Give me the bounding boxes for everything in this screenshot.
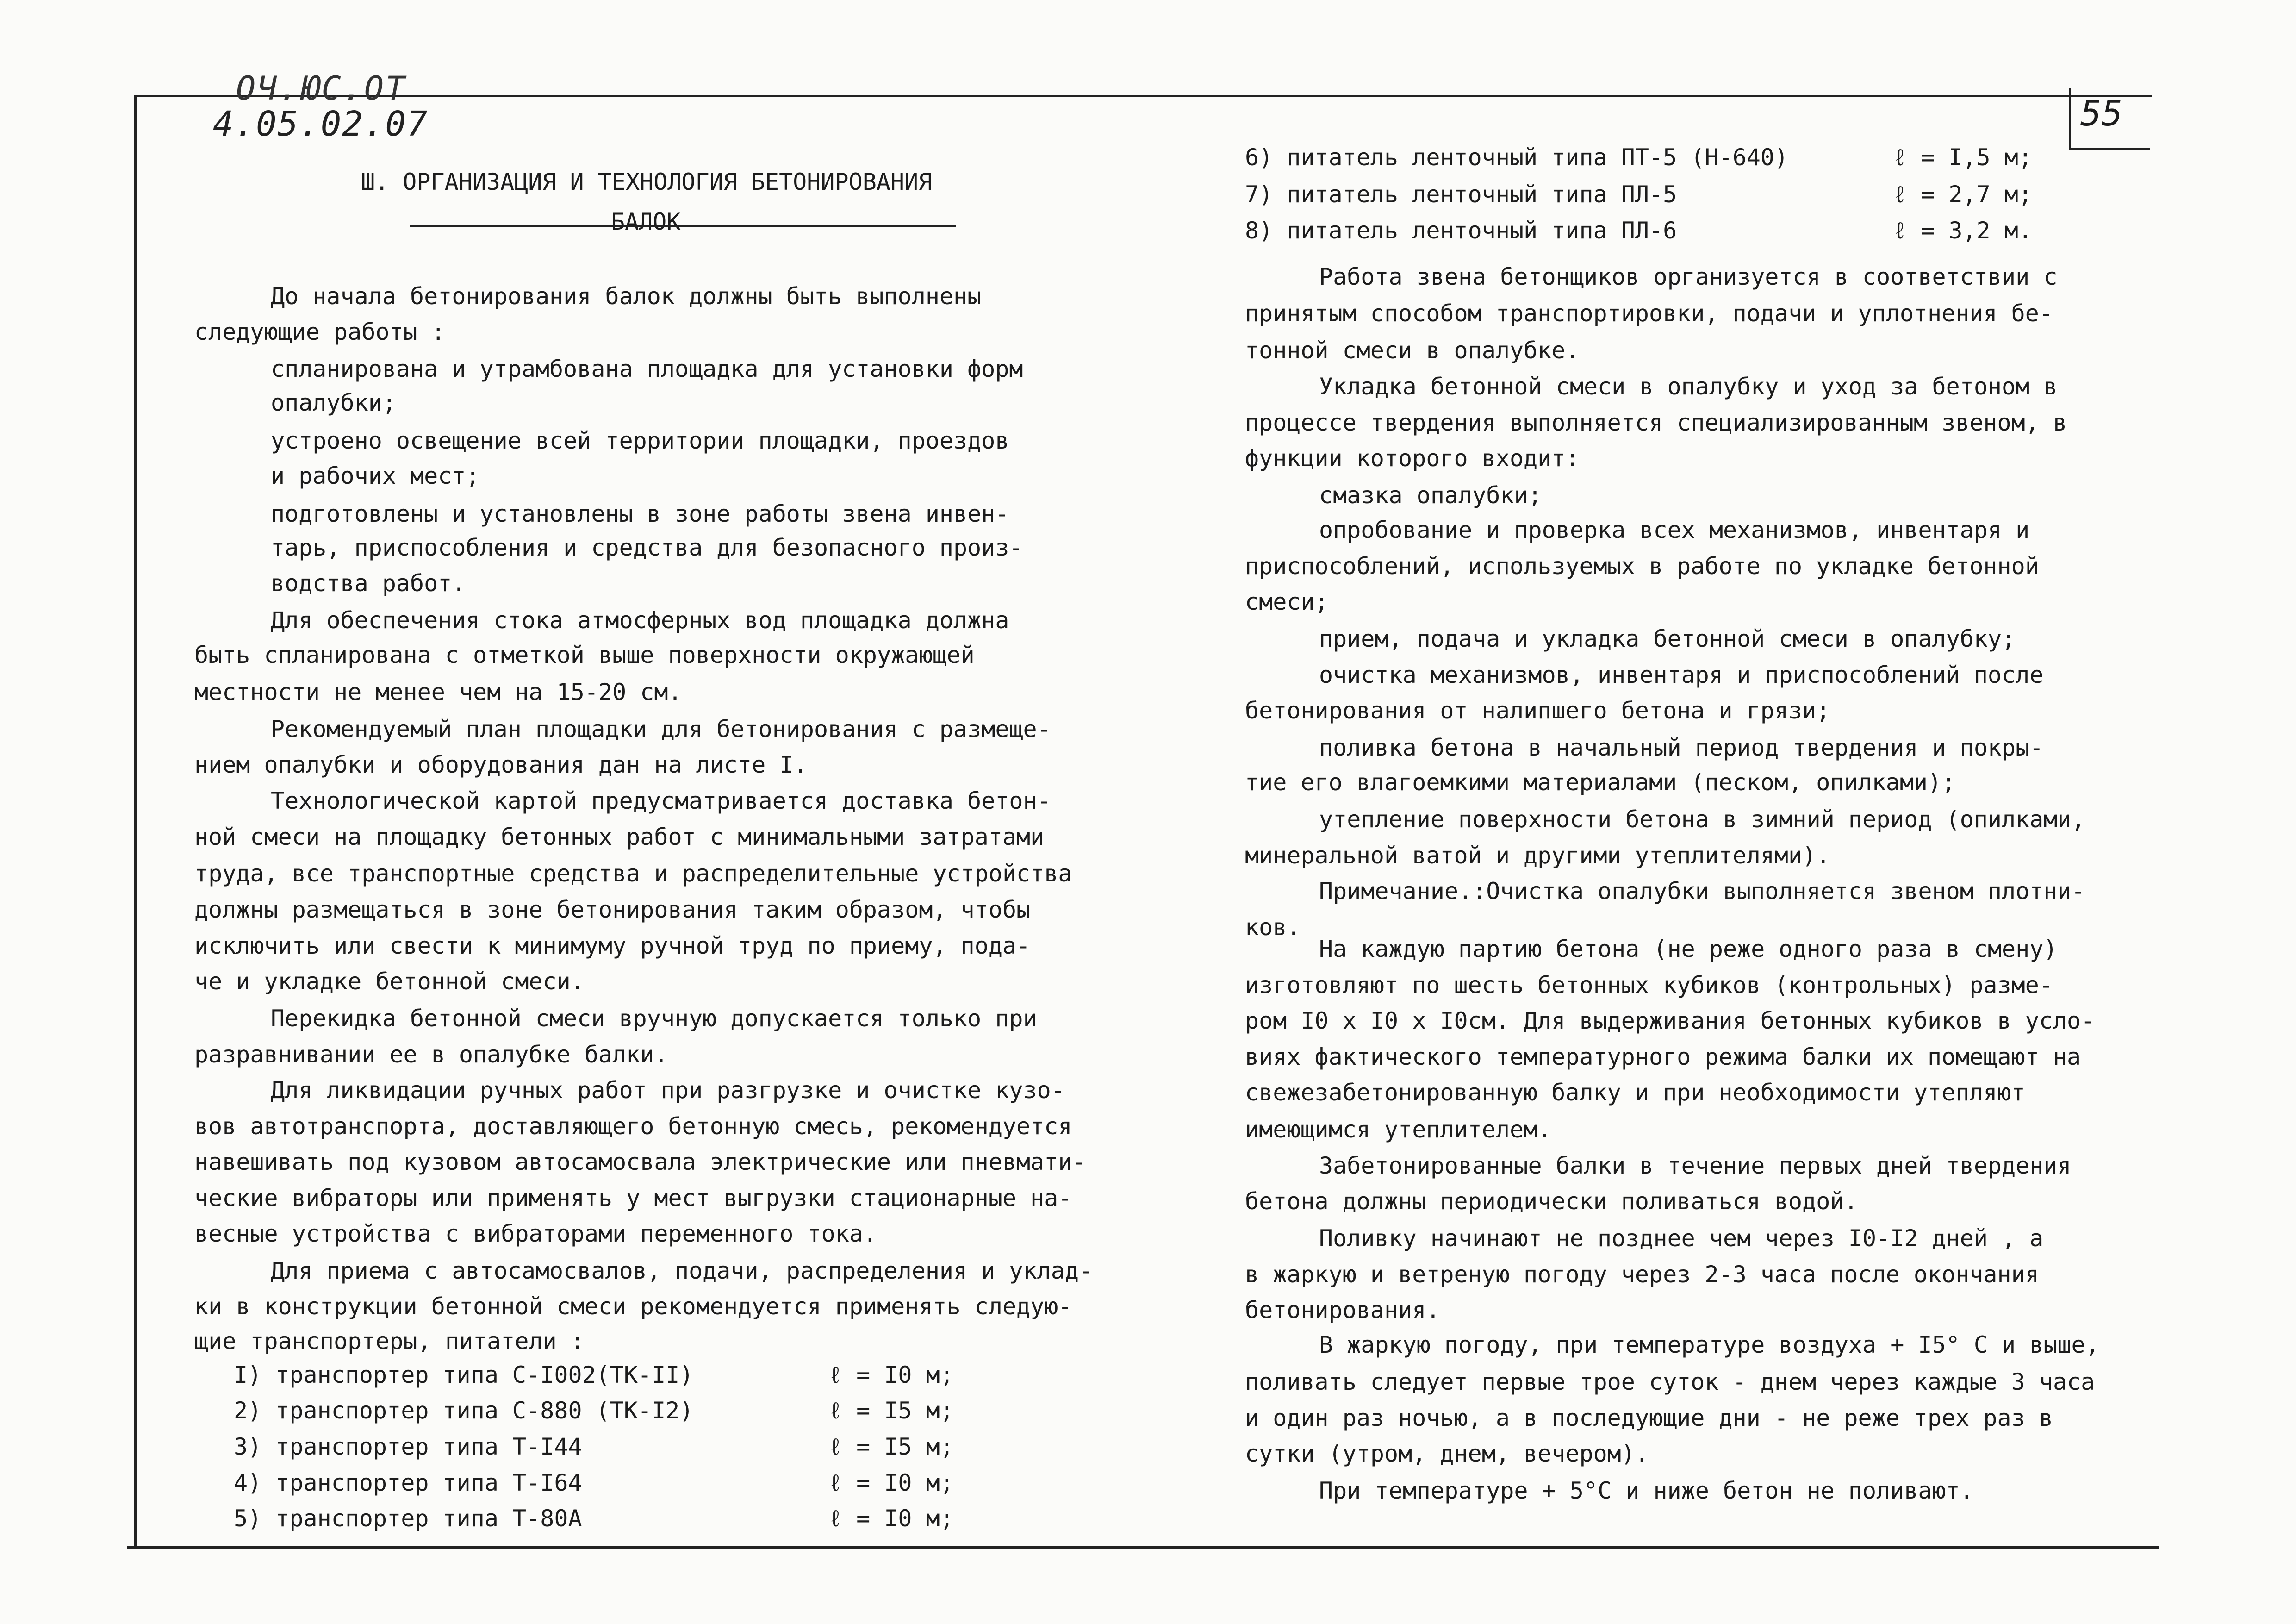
left-line: труда, все транспортные средства и распределительные устройства (194, 860, 1072, 887)
doc-number-old: ОЧ.ЮС.ОТ (236, 69, 407, 107)
right-line: Укладка бетонной смеси в опалубку и уход за бетоном в (1319, 373, 2058, 400)
right-line: утепление поверхности бетона в зимний период (опилками, (1319, 806, 2085, 833)
right-line: свежезабетонированную балку и при необходимости утепляют (1245, 1079, 2025, 1106)
section-title (361, 162, 933, 235)
left-line: Перекидка бетонной смеси вручную допускается только при (271, 1005, 1037, 1032)
section-title-line1: Ш. ОРГАНИЗАЦИЯ И ТЕХНОЛОГИЯ БЕТОНИРОВАНИЯ (361, 169, 933, 195)
right-line: изготовляют по шесть бетонных кубиков (контрольных) разме- (1245, 972, 2053, 999)
left-line: опалубки; (271, 389, 396, 416)
equipment-name: 7) питатель ленточный типа ПЛ-5 (1245, 181, 1677, 208)
right-line: минеральной ватой и другими утеплителями). (1245, 842, 1830, 869)
title-underline (410, 225, 956, 227)
equipment-length: ℓ = I0 м; (828, 1469, 954, 1496)
right-line: В жаркую погоду, при температуре воздуха + I5° С и выше, (1319, 1331, 2099, 1358)
left-line: щие транспортеры, питатели : (194, 1328, 585, 1355)
equipment-name: 3) транспортер типа Т-I44 (234, 1433, 582, 1460)
left-line: тарь, приспособления и средства для безопасного произ- (271, 534, 1023, 561)
left-line: нием опалубки и оборудования дан на листе I. (194, 751, 808, 778)
right-line: процессе твердения выполняется специализированным звеном, в (1245, 409, 2067, 436)
right-line: бетона должны периодически поливаться водой. (1245, 1188, 1858, 1215)
equipment-name: 6) питатель ленточный типа ПТ-5 (Н-640) (1245, 144, 1788, 171)
equipment-name: 4) транспортер типа Т-I64 (234, 1469, 582, 1496)
left-line: ки в конструкции бетонной смеси рекомендуется применять следую- (194, 1293, 1072, 1320)
right-line: приспособлений, используемых в работе по укладке бетонной (1245, 553, 2039, 580)
left-line: местности не менее чем на 15-20 см. (194, 679, 682, 706)
right-line: сутки (утром, днем, вечером). (1245, 1440, 1649, 1467)
right-line: смеси; (1245, 588, 1329, 615)
left-line: До начала бетонирования балок должны быть выполнены (271, 283, 982, 310)
equipment-name: 8) питатель ленточный типа ПЛ-6 (1245, 217, 1677, 244)
page-number: 55 (2080, 93, 2123, 134)
left-line: ческие вибраторы или применять у мест выгрузки стационарные на- (194, 1185, 1072, 1212)
left-line: следующие работы : (194, 319, 445, 345)
left-line: че и укладке бетонной смеси. (194, 968, 585, 995)
right-line: функции которого входит: (1245, 445, 1580, 472)
left-line: водства работ. (271, 570, 466, 597)
right-line: смазка опалубки; (1319, 482, 1542, 509)
right-line: и один раз ночью, а в последующие дни - не реже трех раз в (1245, 1405, 2053, 1431)
right-line: тие его влагоемкими материалами (песком, опилками); (1245, 769, 1956, 796)
equipment-name: 2) транспортер типа С-880 (ТК-I2) (234, 1397, 694, 1424)
equipment-length: ℓ = I5 м; (828, 1397, 954, 1424)
frame-left-border (134, 95, 137, 1549)
left-line: быть спланирована с отметкой выше поверхности окружающей (194, 642, 975, 668)
right-line: в жаркую и ветреную погоду через 2-3 часа после окончания (1245, 1261, 2039, 1288)
right-line: поливать следует первые трое суток - днем через каждые 3 часа (1245, 1368, 2095, 1395)
left-line: исключить или свести к минимуму ручной труд по приему, пода- (194, 932, 1031, 959)
left-line: должны размещаться в зоне бетонирования таким образом, чтобы (194, 896, 1031, 923)
equipment-length: ℓ = 3,2 м. (1893, 217, 2032, 244)
equipment-name: I) транспортер типа С-I002(ТК-II) (234, 1362, 694, 1388)
left-line: Технологической картой предусматривается доставка бетон- (271, 787, 1051, 814)
left-line: подготовлены и установлены в зоне работы звена инвен- (271, 500, 1009, 527)
equipment-name: 5) транспортер типа Т-80А (234, 1505, 582, 1532)
right-line: Примечание.:Очистка опалубки выполняется звеном плотни- (1319, 878, 2085, 905)
right-line: поливка бетона в начальный период твердения и покры- (1319, 734, 2044, 761)
right-line: Работа звена бетонщиков организуется в соответствии с (1319, 263, 2058, 290)
left-line: спланирована и утрамбована площадка для установки форм (271, 356, 1023, 382)
right-line: бетонирования. (1245, 1297, 1440, 1324)
right-line: прием, подача и укладка бетонной смеси в опалубку; (1319, 625, 2016, 652)
equipment-length: ℓ = I,5 м; (1893, 144, 2032, 171)
left-line: весные устройства с вибраторами переменного тока. (194, 1220, 877, 1247)
left-line: Для обеспечения стока атмосферных вод площадка должна (271, 607, 1009, 634)
equipment-length: ℓ = I5 м; (828, 1433, 954, 1460)
right-line: имеющимся утеплителем. (1245, 1116, 1552, 1143)
right-line: На каждую партию бетона (не реже одного раза в смену) (1319, 936, 2058, 962)
equipment-length: ℓ = I0 м; (828, 1505, 954, 1532)
right-line: виях фактического температурного режима балки их помещают на (1245, 1043, 2081, 1070)
right-line: Забетонированные балки в течение первых дней твердения (1319, 1152, 2072, 1179)
frame-bottom-border (127, 1546, 2159, 1549)
left-line: навешивать под кузовом автосамосвала электрические или пневмати- (194, 1149, 1086, 1175)
left-line: вов автотранспорта, доставляющего бетонную смесь, рекомендуется (194, 1113, 1072, 1140)
section-title-line2: БАЛОК (611, 208, 681, 235)
right-line: При температуре + 5°С и ниже бетон не поливают. (1319, 1477, 1974, 1504)
equipment-length: ℓ = 2,7 м; (1893, 181, 2032, 208)
left-line: и рабочих мест; (271, 462, 480, 489)
right-line: тонной смеси в опалубке. (1245, 337, 1580, 364)
frame-top-border (134, 95, 2152, 97)
left-line: Для ликвидации ручных работ при разгрузке и очистке кузо- (271, 1077, 1065, 1104)
equipment-length: ℓ = I0 м; (828, 1362, 954, 1388)
right-line: опробование и проверка всех механизмов, инвентаря и (1319, 517, 2030, 543)
left-line: ной смеси на площадку бетонных работ с минимальными затратами (194, 824, 1045, 850)
right-line: очистка механизмов, инвентаря и приспособлений после (1319, 662, 2044, 688)
left-line: устроено освещение всей территории площадки, проездов (271, 427, 1009, 454)
left-line: Рекомендуемый план площадки для бетонирования с размеще- (271, 716, 1051, 743)
left-line: Для приема с автосамосвалов, подачи, распределения и уклад- (271, 1257, 1093, 1284)
right-line: принятым способом транспортировки, подачи и уплотнения бе- (1245, 300, 2053, 327)
left-line: разравнивании ее в опалубке балки. (194, 1041, 668, 1068)
right-line: бетонирования от налипшего бетона и грязи; (1245, 697, 1830, 724)
right-line: ром I0 х I0 х I0см. Для выдерживания бетонных кубиков в усло- (1245, 1007, 2095, 1034)
right-line: Поливку начинают не позднее чем через I0-I2 дней , а (1319, 1225, 2044, 1252)
right-line: ков. (1245, 914, 1301, 941)
doc-number: 4.05.02.07 (213, 104, 429, 144)
